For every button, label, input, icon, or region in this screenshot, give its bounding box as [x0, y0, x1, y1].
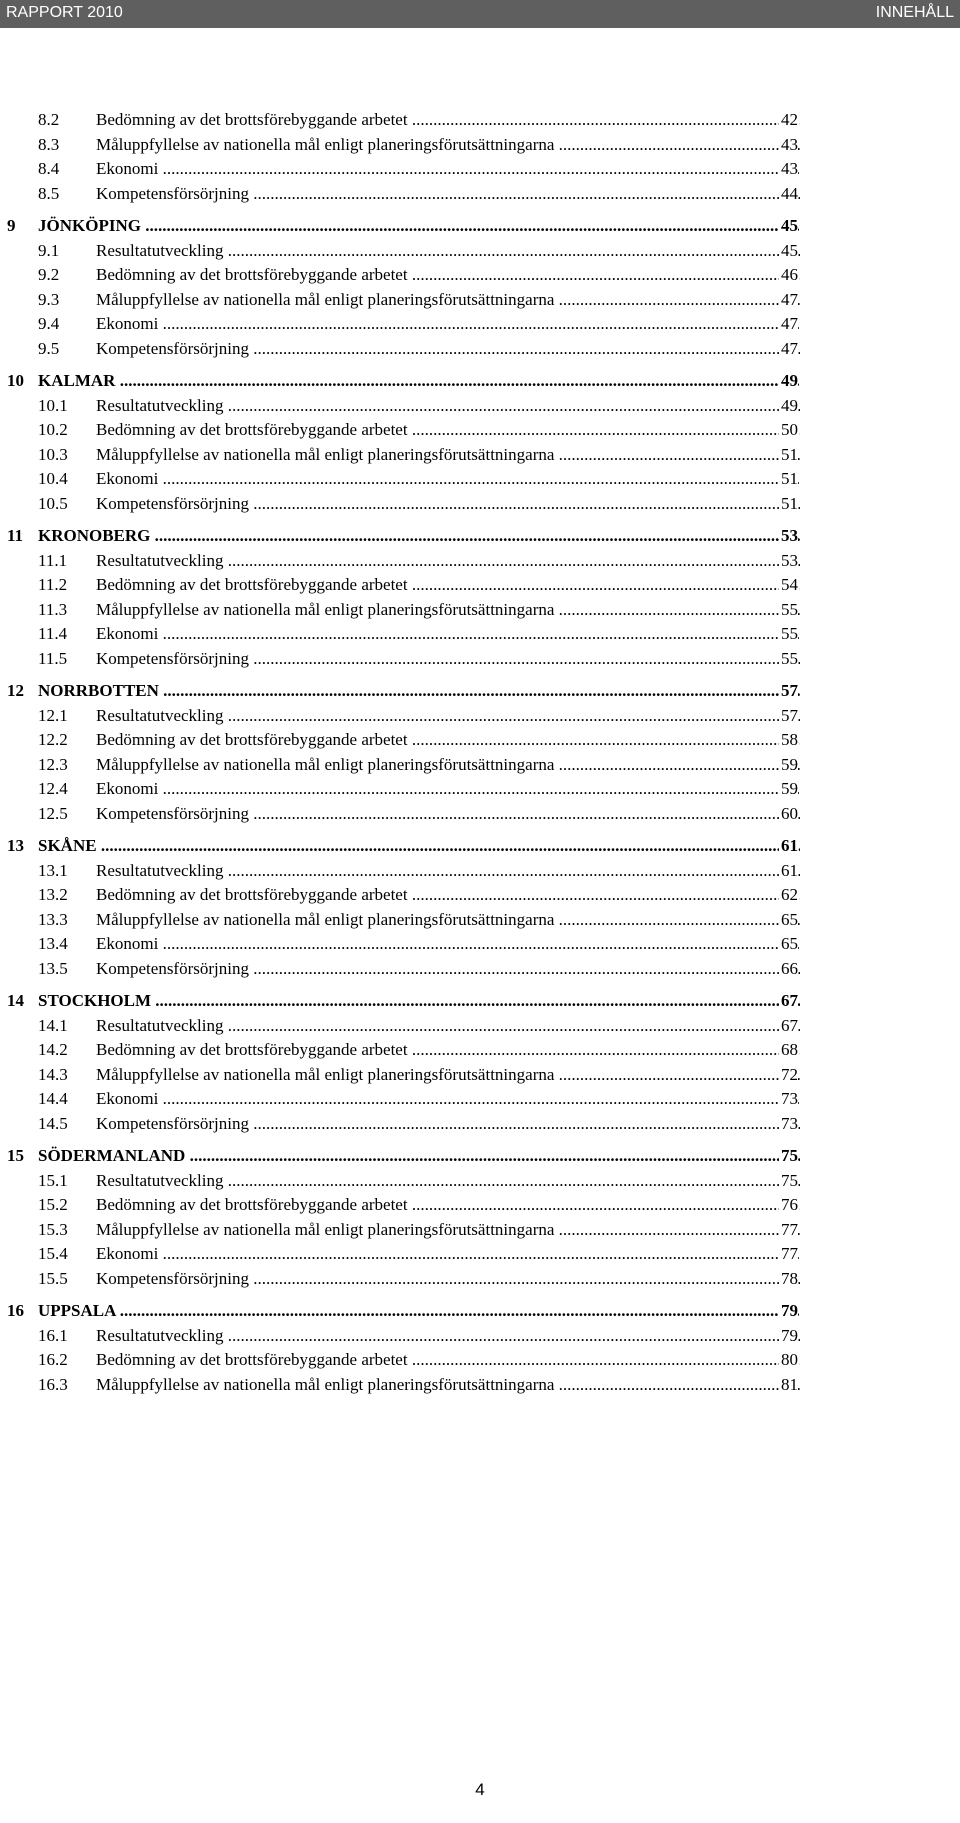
toc-entry-title: Resultatutveckling .....	[96, 549, 800, 573]
toc-entry-number: 12.3	[38, 754, 68, 774]
toc-entry-page: 75	[779, 1144, 798, 1168]
toc-entry-number: 8.3	[38, 134, 60, 154]
toc-entry-page: 59	[779, 777, 798, 801]
toc-section-entry[interactable]	[0, 157, 960, 181]
toc-section-entry[interactable]	[0, 1169, 960, 1193]
toc-section-entry[interactable]	[0, 1193, 960, 1217]
toc-entry-page: 49	[779, 394, 798, 418]
toc-entry-number: 12	[7, 681, 24, 700]
toc-entry-title: Resultatutveckling .....	[96, 239, 800, 263]
toc-entry-number: 8.4	[38, 159, 60, 178]
toc-entry-page: 51	[779, 443, 798, 467]
toc-entry-number: 11.4	[38, 624, 68, 643]
toc-chapter-entry[interactable]	[0, 369, 960, 393]
toc-entry-page: 43	[779, 133, 798, 157]
toc-entry-title: Måluppfyllelse av nationella mål enligt planeringsförutsättningarna .....	[96, 908, 800, 932]
toc-entry-title: Bedömning av det brottsförebyggande arbetet .....	[96, 263, 800, 287]
toc-entry-number: 11	[7, 526, 24, 545]
toc-section-entry[interactable]	[0, 728, 960, 752]
toc-entry-number: 10.4	[38, 469, 68, 488]
toc-entry-page: 81	[779, 1373, 798, 1397]
toc-section-entry[interactable]	[0, 622, 960, 646]
toc-entry-page: 65	[779, 932, 798, 956]
toc-entry-title: Bedömning av det brottsförebyggande arbetet .....	[96, 1193, 800, 1217]
toc-entry-number: 9.3	[38, 289, 60, 309]
toc-section-entry[interactable]	[0, 883, 960, 907]
toc-entry-title: Ekonomi .....	[96, 467, 800, 491]
toc-entry-number: 14.5	[38, 1113, 68, 1133]
toc-entry-page: 55	[779, 622, 798, 646]
toc-chapter-entry[interactable]	[0, 1299, 960, 1323]
toc-entry-title: Ekonomi .....	[96, 312, 800, 336]
toc-entry-page: 68	[779, 1038, 798, 1062]
toc-entry-title: Ekonomi .....	[96, 1242, 800, 1266]
toc-entry-number: 14.3	[38, 1064, 68, 1084]
toc-entry-number: 16.3	[38, 1374, 68, 1394]
toc-entry-page: 53	[779, 524, 798, 548]
toc-section-entry[interactable]	[0, 263, 960, 287]
toc-entry-page: 66	[779, 957, 798, 981]
toc-entry-title: Kompetensförsörjning .....	[96, 1112, 800, 1136]
toc-entry-page: 57	[779, 679, 798, 703]
toc-entry-number: 8.5	[38, 183, 60, 203]
toc-entry-number: 15.1	[38, 1170, 68, 1190]
toc-section-entry[interactable]	[0, 647, 960, 671]
toc-section-entry[interactable]	[0, 1267, 960, 1291]
toc-entry-page: 43	[779, 157, 798, 181]
toc-entry-page: 65	[779, 908, 798, 932]
toc-entry-page: 77	[779, 1242, 798, 1266]
toc-entry-number: 8.2	[38, 110, 60, 129]
toc-entry-title: Måluppfyllelse av nationella mål enligt planeringsförutsättningarna .....	[96, 753, 800, 777]
toc-entry-title: Ekonomi .....	[96, 1087, 800, 1111]
toc-entry-title: Måluppfyllelse av nationella mål enligt planeringsförutsättningarna .....	[96, 288, 800, 312]
toc-entry-page: 60	[779, 802, 798, 826]
toc-section-entry[interactable]	[0, 1373, 960, 1397]
toc-entry-title: Kompetensförsörjning .....	[96, 337, 800, 361]
toc-entry-title: Bedömning av det brottsförebyggande arbetet .....	[96, 728, 800, 752]
toc-section-entry[interactable]	[0, 598, 960, 622]
toc-entry-page: 47	[779, 312, 798, 336]
toc-entry-page: 47	[779, 288, 798, 312]
toc-entry-title: Måluppfyllelse av nationella mål enligt planeringsförutsättningarna .....	[96, 1373, 800, 1397]
toc-entry-title: UPPSALA .....	[38, 1299, 800, 1323]
toc-entry-page: 67	[779, 1014, 798, 1038]
toc-entry-number: 11.5	[38, 648, 68, 668]
toc-entry-number: 12.5	[38, 803, 68, 823]
toc-entry-number: 9.5	[38, 338, 60, 358]
toc-entry-title: Kompetensförsörjning .....	[96, 182, 800, 206]
toc-entry-page: 57	[779, 704, 798, 728]
toc-chapter-entry[interactable]	[0, 214, 960, 238]
toc-entry-number: 12.1	[38, 705, 68, 725]
toc-entry-title: Bedömning av det brottsförebyggande arbetet .....	[96, 573, 800, 597]
toc-section-entry[interactable]	[0, 908, 960, 932]
toc-section-entry[interactable]	[0, 1348, 960, 1372]
toc-entry-title: Bedömning av det brottsförebyggande arbetet .....	[96, 418, 800, 442]
toc-entry-title: Resultatutveckling .....	[96, 1169, 800, 1193]
toc-entry-number: 15.4	[38, 1244, 68, 1263]
toc-entry-title: Resultatutveckling .....	[96, 394, 800, 418]
toc-section-entry[interactable]	[0, 239, 960, 263]
toc-entry-number: 13.5	[38, 958, 68, 978]
toc-chapter-entry[interactable]	[0, 524, 960, 548]
toc-entry-number: 10.2	[38, 420, 68, 439]
toc-entry-page: 49	[779, 369, 798, 393]
toc-section-entry[interactable]	[0, 1038, 960, 1062]
toc-entry-page: 47	[779, 337, 798, 361]
toc-entry-number: 10.5	[38, 493, 68, 513]
toc-entry-title: Ekonomi .....	[96, 932, 800, 956]
toc-section-entry[interactable]	[0, 337, 960, 361]
toc-entry-title: KALMAR .....	[38, 369, 800, 393]
toc-entry-page: 44	[779, 182, 798, 206]
toc-entry-number: 14.4	[38, 1089, 68, 1108]
toc-entry-title: Kompetensförsörjning .....	[96, 802, 800, 826]
toc-entry-title: Måluppfyllelse av nationella mål enligt planeringsförutsättningarna .....	[96, 1063, 800, 1087]
toc-section-entry[interactable]	[0, 573, 960, 597]
toc-section-entry[interactable]	[0, 394, 960, 418]
toc-entry-page: 55	[779, 598, 798, 622]
toc-entry-title: Måluppfyllelse av nationella mål enligt planeringsförutsättningarna .....	[96, 133, 800, 157]
toc-section-entry[interactable]	[0, 802, 960, 826]
toc-entry-title: Resultatutveckling .....	[96, 1014, 800, 1038]
toc-section-entry[interactable]	[0, 957, 960, 981]
toc-entry-page: 73	[779, 1087, 798, 1111]
toc-chapter-entry[interactable]	[0, 834, 960, 858]
toc-section-entry[interactable]	[0, 549, 960, 573]
toc-section-entry[interactable]	[0, 1112, 960, 1136]
toc-entry-number: 13.1	[38, 860, 68, 880]
toc-entry-number: 13.2	[38, 885, 68, 904]
toc-entry-number: 9.2	[38, 265, 60, 284]
toc-entry-number: 9.1	[38, 240, 60, 260]
toc-chapter-entry[interactable]	[0, 679, 960, 703]
toc-entry-page: 54	[779, 573, 798, 597]
toc-entry-title: KRONOBERG .....	[38, 524, 800, 548]
toc-entry-number: 15.2	[38, 1195, 68, 1214]
toc-entry-number: 13	[7, 836, 24, 855]
toc-entry-number: 15	[7, 1146, 24, 1165]
toc-entry-title: SKÅNE .....	[38, 834, 800, 858]
toc-section-entry[interactable]	[0, 777, 960, 801]
toc-entry-number: 16	[7, 1301, 24, 1320]
toc-entry-number: 13.4	[38, 934, 68, 953]
toc-section-entry[interactable]	[0, 859, 960, 883]
toc-entry-number: 11.3	[38, 599, 68, 619]
toc-entry-number: 12.2	[38, 730, 68, 749]
toc-section-entry[interactable]	[0, 1242, 960, 1266]
toc-section-entry[interactable]	[0, 288, 960, 312]
toc-entry-title: Kompetensförsörjning .....	[96, 492, 800, 516]
toc-entry-number: 9.4	[38, 314, 60, 333]
toc-entry-title: Kompetensförsörjning .....	[96, 647, 800, 671]
toc-entry-title: JÖNKÖPING .....	[38, 214, 800, 238]
toc-entry-title: Måluppfyllelse av nationella mål enligt planeringsförutsättningarna .....	[96, 598, 800, 622]
toc-entry-title: Ekonomi .....	[96, 777, 800, 801]
toc-entry-number: 15.5	[38, 1268, 68, 1288]
section-title: INNEHÅLL	[875, 4, 954, 21]
toc-entry-title: STOCKHOLM .....	[38, 989, 800, 1013]
toc-entry-page: 42	[779, 108, 798, 132]
toc-entry-page: 72	[779, 1063, 798, 1087]
toc-entry-title: Bedömning av det brottsförebyggande arbetet .....	[96, 1038, 800, 1062]
toc-entry-page: 58	[779, 728, 798, 752]
toc-entry-page: 55	[779, 647, 798, 671]
toc-section-entry[interactable]	[0, 1324, 960, 1348]
toc-entry-number: 10.1	[38, 395, 68, 415]
toc-entry-page: 59	[779, 753, 798, 777]
toc-section-entry[interactable]	[0, 182, 960, 206]
page-number: 4	[475, 1780, 485, 1799]
toc-entry-page: 78	[779, 1267, 798, 1291]
toc-entry-page: 61	[779, 859, 798, 883]
toc-entry-page: 51	[779, 492, 798, 516]
report-title: RAPPORT 2010	[6, 4, 123, 21]
toc-section-entry[interactable]	[0, 1218, 960, 1242]
toc-entry-page: 61	[779, 834, 798, 858]
toc-chapter-entry[interactable]	[0, 1144, 960, 1168]
toc-section-entry[interactable]	[0, 418, 960, 442]
toc-entry-number: 9	[7, 216, 16, 235]
toc-section-entry[interactable]	[0, 312, 960, 336]
toc-entry-title: Resultatutveckling .....	[96, 1324, 800, 1348]
toc-entry-title: Bedömning av det brottsförebyggande arbetet .....	[96, 883, 800, 907]
toc-entry-page: 50	[779, 418, 798, 442]
toc-entry-number: 10	[7, 371, 24, 390]
toc-entry-number: 13.3	[38, 909, 68, 929]
toc-entry-page: 53	[779, 549, 798, 573]
toc-entry-number: 10.3	[38, 444, 68, 464]
toc-section-entry[interactable]	[0, 704, 960, 728]
toc-entry-number: 14.2	[38, 1040, 68, 1059]
toc-section-entry[interactable]	[0, 932, 960, 956]
toc-entry-title: NORRBOTTEN .....	[38, 679, 800, 703]
toc-entry-page: 62	[779, 883, 798, 907]
toc-entry-number: 15.3	[38, 1219, 68, 1239]
toc-entry-title: Ekonomi .....	[96, 622, 800, 646]
toc-entry-number: 14	[7, 991, 24, 1010]
toc-entry-title: Kompetensförsörjning .....	[96, 1267, 800, 1291]
toc-entry-page: 73	[779, 1112, 798, 1136]
toc-section-entry[interactable]	[0, 1063, 960, 1087]
toc-chapter-entry[interactable]	[0, 989, 960, 1013]
toc-entry-page: 46	[779, 263, 798, 287]
toc-entry-page: 79	[779, 1324, 798, 1348]
toc-section-entry[interactable]	[0, 1014, 960, 1038]
toc-entry-page: 80	[779, 1348, 798, 1372]
toc-entry-page: 75	[779, 1169, 798, 1193]
toc-section-entry[interactable]	[0, 1087, 960, 1111]
toc-entry-page: 67	[779, 989, 798, 1013]
toc-entry-number: 16.1	[38, 1325, 68, 1345]
toc-entry-page: 51	[779, 467, 798, 491]
toc-entry-title: Ekonomi .....	[96, 157, 800, 181]
toc-entry-title: Bedömning av det brottsförebyggande arbetet .....	[96, 1348, 800, 1372]
toc-section-entry[interactable]	[0, 467, 960, 491]
toc-entry-page: 79	[779, 1299, 798, 1323]
toc-entry-title: Kompetensförsörjning .....	[96, 957, 800, 981]
toc-entry-number: 12.4	[38, 779, 68, 798]
toc-entry-page: 45	[779, 239, 798, 263]
toc-section-entry[interactable]	[0, 753, 960, 777]
toc-section-entry[interactable]	[0, 133, 960, 157]
toc-section-entry[interactable]	[0, 443, 960, 467]
toc-entry-title: Måluppfyllelse av nationella mål enligt planeringsförutsättningarna .....	[96, 443, 800, 467]
toc-entry-number: 11.2	[38, 575, 68, 594]
toc-entry-number: 11.1	[38, 550, 68, 570]
toc-entry-page: 77	[779, 1218, 798, 1242]
toc-entry-number: 14.1	[38, 1015, 68, 1035]
toc-entry-title: SÖDERMANLAND .....	[38, 1144, 800, 1168]
toc-entry-title: Resultatutveckling .....	[96, 859, 800, 883]
toc-section-entry[interactable]	[0, 108, 960, 132]
toc-section-entry[interactable]	[0, 492, 960, 516]
toc-entry-number: 16.2	[38, 1350, 68, 1369]
toc-entry-title: Resultatutveckling .....	[96, 704, 800, 728]
toc-entry-title: Måluppfyllelse av nationella mål enligt planeringsförutsättningarna .....	[96, 1218, 800, 1242]
toc-entry-page: 76	[779, 1193, 798, 1217]
toc-entry-title: Bedömning av det brottsförebyggande arbetet .....	[96, 108, 800, 132]
toc-entry-page: 45	[779, 214, 798, 238]
